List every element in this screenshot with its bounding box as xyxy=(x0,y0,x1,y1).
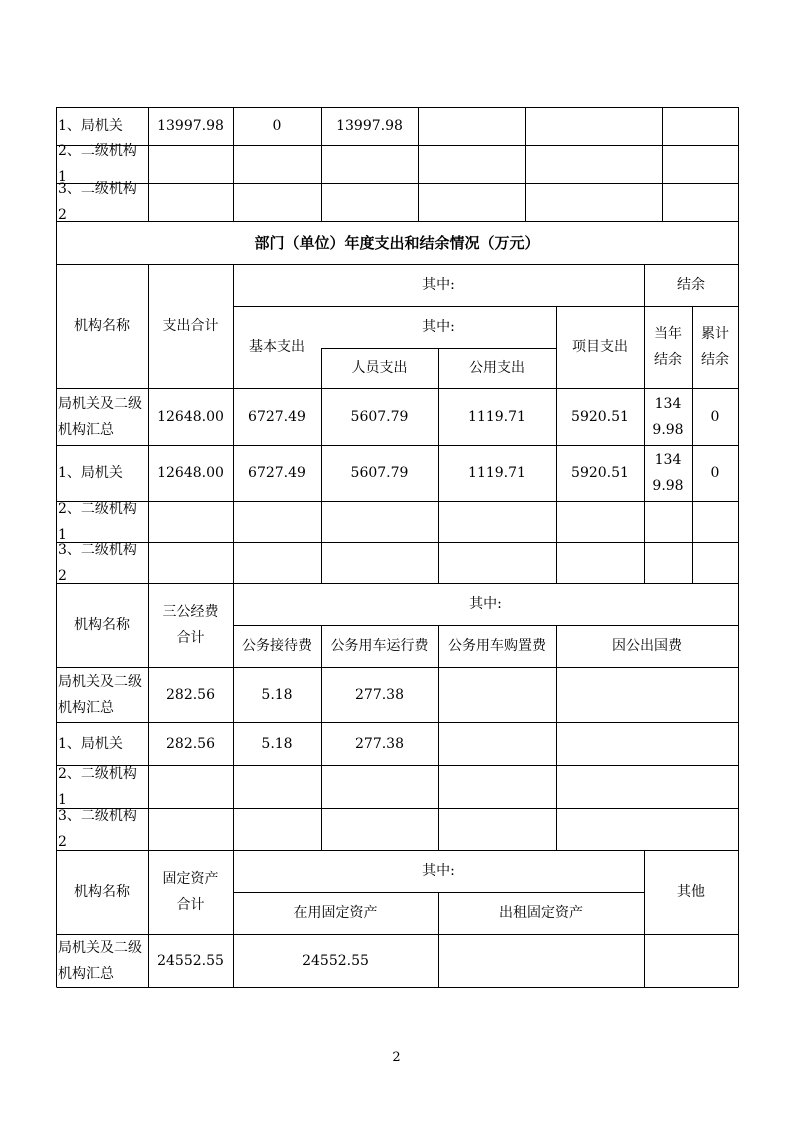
header-public: 公用支出 xyxy=(469,360,525,376)
table-row-name: 3、二级机构 2 xyxy=(58,541,137,584)
header-project: 项目支出 xyxy=(572,339,628,355)
page-number: 2 xyxy=(392,1050,401,1065)
header-fixed-assets-total: 固定资产合计 xyxy=(162,871,219,913)
table-cell: 24552.55 xyxy=(302,952,369,969)
table-cell: 1119.71 xyxy=(468,408,526,425)
header-surplus: 结余 xyxy=(677,277,705,293)
header-car-buy: 公务用车购置费 xyxy=(448,638,546,654)
table-cell: 277.38 xyxy=(355,686,404,703)
table-cell: 12648.00 xyxy=(157,465,224,481)
section-title: 部门（单位）年度支出和结余情况（万元） xyxy=(254,233,540,252)
table-cell: 5.18 xyxy=(261,686,293,703)
table-cell: 24552.55 xyxy=(157,952,224,969)
table-cell: 6727.49 xyxy=(248,408,306,425)
table-row-name: 1、局机关 xyxy=(58,735,123,752)
table-cell: 5920.51 xyxy=(571,408,629,425)
table-cell: 5920.51 xyxy=(571,465,629,481)
header-qizhong-2: 其中: xyxy=(422,319,455,335)
header-rented: 出租固定资产 xyxy=(499,905,583,921)
table-cell: 0 xyxy=(272,118,282,134)
table-cell: 0 xyxy=(710,465,720,481)
header-year-surplus: 当年结余 xyxy=(654,326,682,368)
table-row-name: 1、局机关 xyxy=(58,118,123,134)
header-qizhong: 其中: xyxy=(422,277,455,293)
header-org-name: 机构名称 xyxy=(74,617,130,633)
header-in-use: 在用固定资产 xyxy=(293,905,378,921)
table-cell: 6727.49 xyxy=(248,465,306,481)
table-cell: 277.38 xyxy=(355,735,404,752)
table-row-name: 局机关及二级机构汇总 xyxy=(58,395,142,438)
table-row-name: 1、局机关 xyxy=(58,465,123,481)
header-org-name: 机构名称 xyxy=(74,884,130,900)
table-cell: 5.18 xyxy=(261,735,293,752)
header-other: 其他 xyxy=(677,884,705,900)
table-cell: 0 xyxy=(710,408,720,425)
table-row-name: 2、二级机构 1 xyxy=(58,500,137,543)
header-qizhong: 其中: xyxy=(469,596,502,612)
table-cell: 1119.71 xyxy=(468,465,526,481)
table-cell: 13997.98 xyxy=(157,118,224,134)
table-cell: 12648.00 xyxy=(157,408,224,425)
header-abroad: 因公出国费 xyxy=(612,638,682,654)
header-sangong-total: 三公经费合计 xyxy=(162,604,219,646)
table-cell: 1349.98 xyxy=(652,395,684,438)
header-car-run: 公务用车运行费 xyxy=(330,638,429,654)
header-personnel: 人员支出 xyxy=(351,360,408,376)
table-row-name: 局机关及二级机构汇总 xyxy=(58,939,142,982)
table-cell: 282.56 xyxy=(166,735,215,752)
table-row-name: 局机关及二级机构汇总 xyxy=(58,673,142,716)
header-org-name: 机构名称 xyxy=(74,318,130,334)
header-total-expenditure: 支出合计 xyxy=(162,318,219,334)
table-cell: 13997.98 xyxy=(336,118,403,134)
table-cell: 1349.98 xyxy=(652,452,684,494)
table-row-name: 2、二级机构 1 xyxy=(58,143,137,185)
table-cell: 282.56 xyxy=(166,686,215,703)
table-cell: 5607.79 xyxy=(350,465,409,481)
table-row-name: 3、二级机构 2 xyxy=(58,808,137,850)
table-row-name: 2、二级机构 1 xyxy=(58,765,137,808)
table-row-name: 3、二级机构 2 xyxy=(58,181,137,223)
header-reception: 公务接待费 xyxy=(242,638,312,654)
header-qizhong: 其中: xyxy=(422,863,455,879)
header-basic-expenditure: 基本支出 xyxy=(249,339,305,355)
table-cell: 5607.79 xyxy=(350,408,409,425)
header-cum-surplus: 累计结余 xyxy=(701,326,729,368)
